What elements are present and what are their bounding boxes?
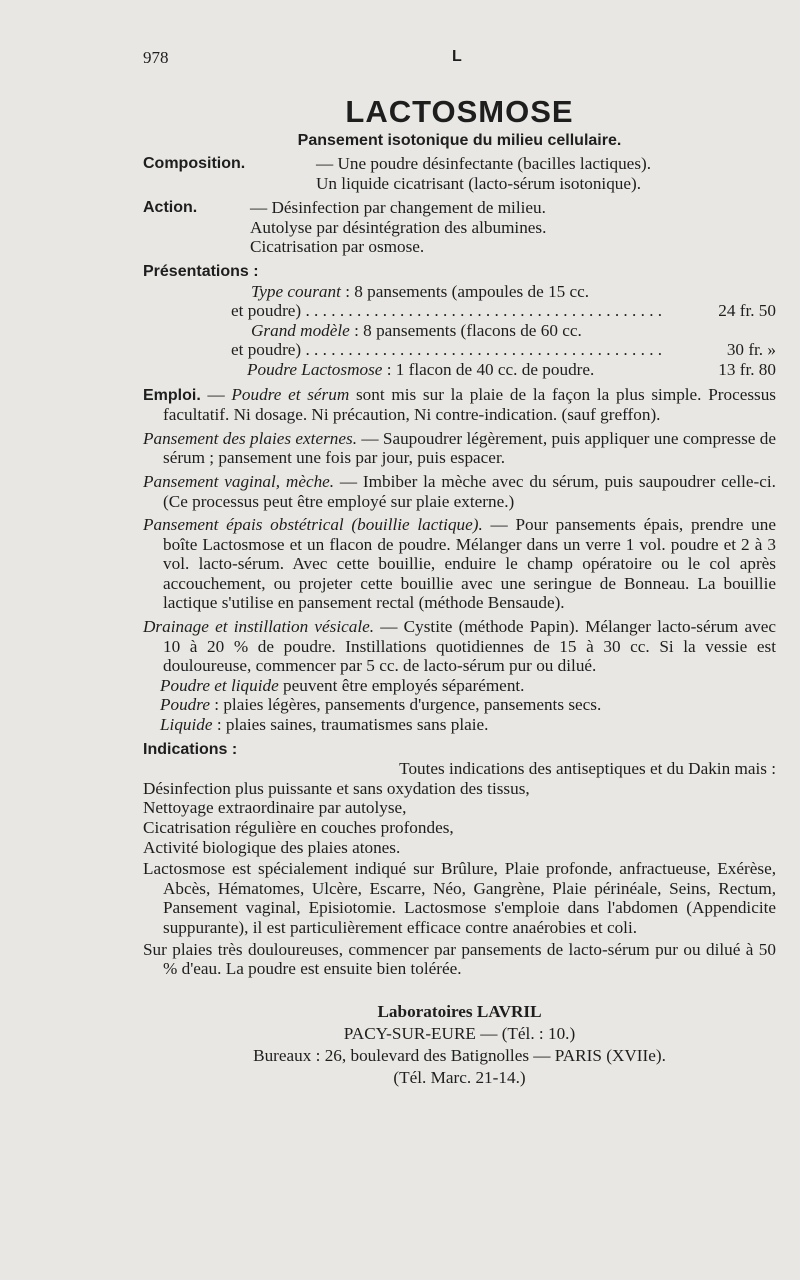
laboratory-phone: (Tél. Marc. 21-14.) xyxy=(393,1067,526,1087)
indication-line: Activité biologique des plaies atones. xyxy=(143,837,401,857)
presentation-price: 13 fr. 80 xyxy=(718,359,776,379)
laboratory-city: PACY-SUR-EURE — (Tél. : 10.) xyxy=(343,1023,576,1043)
separate-use-block xyxy=(143,676,776,735)
presentation-name: Type courant xyxy=(251,281,341,301)
separate-italic: Poudre xyxy=(160,695,210,715)
presentation-price: 24 fr. 50 xyxy=(718,301,776,321)
indications-first: Toutes indications des antiseptiques et du Dakin mais : xyxy=(399,759,776,779)
usage-text: — Pour pansements épais, prendre une boîte Lactosmose et un flacon de poudre. Mélanger dans un verre 1 vol. poudre et 2 à 3 vol. lacto-sérum. Avec cette bouillie, enduire le champ opératoire ou le col après accouchement, ou projeter cette bouillie avec une seringue de Bonneau. La bouillie lactique s'utilise en pansement rectal (méthode Bensaude). xyxy=(163,515,776,613)
presentations-label: Présentations : xyxy=(143,262,259,280)
separate-italic: Liquide xyxy=(160,715,213,735)
usage-title: Pansement des plaies externes. xyxy=(143,428,357,448)
presentations-list xyxy=(231,281,776,380)
action-line: Cicatrisation par osmose. xyxy=(250,237,425,257)
action-label: Action. xyxy=(143,199,198,217)
usage-title: Pansement épais obstétrical (bouillie lactique). xyxy=(143,515,483,535)
presentation-item xyxy=(231,281,776,321)
indications-paragraph: Lactosmose est spécialement indiqué sur Brûlure, Plaie profonde, anfractueuse, Exérèse, Abcès, Hématomes, Ulcère, Escarre, Néo, Gangrène, Plaie périnéale, Seins, Rectum, Pansement vaginal, Episiotomie. Lactosmose s'emploie dans l'abdomen (Appendicite suppurante), il est particulièrement efficace contre anaérobies et coli. xyxy=(143,859,776,937)
presentations-block xyxy=(143,262,776,380)
presentation-cont: et poudre) . . . xyxy=(231,340,710,360)
separate-text: : plaies saines, traumatismes sans plaie. xyxy=(212,715,489,735)
presentation-item xyxy=(247,360,776,380)
running-header xyxy=(0,48,800,72)
emploi-label: Emploi. xyxy=(143,386,201,404)
separate-text: peuvent être employés séparément. xyxy=(278,675,525,695)
usage-title: Pansement vaginal, mèche. xyxy=(143,471,335,491)
indications-label: Indications : xyxy=(143,740,238,758)
indication-line: Désinfection plus puissante et sans oxydation des tissus, xyxy=(143,778,530,798)
laboratory-office: Bureaux : 26, boulevard des Batignolles — PARIS (XVIIe). xyxy=(253,1045,666,1065)
usage-section xyxy=(143,472,776,511)
emploi-italic: Poudre et sérum xyxy=(231,384,350,404)
composition-line: Un liquide cicatrisant (lacto-sérum isotonique). xyxy=(316,173,642,193)
emploi-text: sont mis sur la plaie de la façon la plus simple. Processus facultatif. Ni dosage. Ni précaution, Ni contre-indication. (sauf greffon). xyxy=(163,384,776,425)
page-number: 978 xyxy=(143,48,169,67)
presentation-name: Grand modèle xyxy=(251,320,350,340)
usage-section xyxy=(143,429,776,468)
action-line: Autolyse par désintégration des albumines. xyxy=(250,217,547,237)
separate-text: : plaies légères, pansements d'urgence, pansements secs. xyxy=(209,695,602,715)
action-block xyxy=(143,198,776,257)
presentation-name: Poudre Lactosmose xyxy=(247,359,383,379)
indication-line: Cicatrisation régulière en couches profondes, xyxy=(143,818,454,837)
section-letter: L xyxy=(452,48,462,65)
article xyxy=(143,94,776,1089)
presentation-detail: : 8 pansements (ampoules de 15 cc. xyxy=(340,281,590,301)
usage-title: Drainage et instillation vésicale. xyxy=(143,617,375,637)
composition-block xyxy=(143,154,776,193)
presentation-detail: : 8 pansements (flacons de 60 cc. xyxy=(349,320,582,340)
usage-section xyxy=(143,617,776,676)
indication-line: Nettoyage extraordinaire par autolyse, xyxy=(143,798,407,818)
usage-text: — Imbiber la mèche avec du sérum, puis saupoudrer celle-ci. (Ce processus peut être employé sur plaie externe.) xyxy=(163,471,776,511)
emploi-paragraph xyxy=(143,385,776,425)
presentation-detail: : 1 flacon de 40 cc. de poudre. xyxy=(382,359,595,379)
usage-section xyxy=(143,515,776,613)
separate-italic: Poudre et liquide xyxy=(160,675,279,695)
action-line: — Désinfection par changement de milieu. xyxy=(250,198,546,218)
laboratory-block xyxy=(143,1001,776,1089)
presentation-price: 30 fr. » xyxy=(726,340,776,360)
indications-paragraph: Sur plaies très douloureuses, commencer par pansements de lacto-sérum pur ou dilué à 50 % d'eau. La poudre est ensuite bien tolérée. xyxy=(143,939,776,979)
emploi-dash: — xyxy=(200,384,232,404)
usage-text: — Saupoudrer légèrement, puis appliquer une compresse de sérum ; pansement une fois par jour, puis espacer. xyxy=(163,428,776,468)
presentation-item xyxy=(231,320,776,360)
usage-text: — Cystite (méthode Papin). Mélanger lacto-sérum avec 10 à 20 % de poudre. Instillations quotidiennes de 15 à 30 cc. Si la vessie est douloureuse, commencer par 5 cc. de lacto-sérum pur ou dilué. xyxy=(163,617,776,676)
indications-block xyxy=(143,740,776,979)
product-title: LACTOSMOSE xyxy=(345,94,574,129)
composition-label: Composition. xyxy=(143,155,246,172)
composition-line: — Une poudre désinfectante (bacilles lactiques). xyxy=(316,154,652,173)
laboratory-name: Laboratoires LAVRIL xyxy=(377,1001,542,1021)
product-subtitle: Pansement isotonique du milieu cellulaire. xyxy=(297,132,622,149)
presentation-cont: et poudre) . . . xyxy=(231,301,710,321)
